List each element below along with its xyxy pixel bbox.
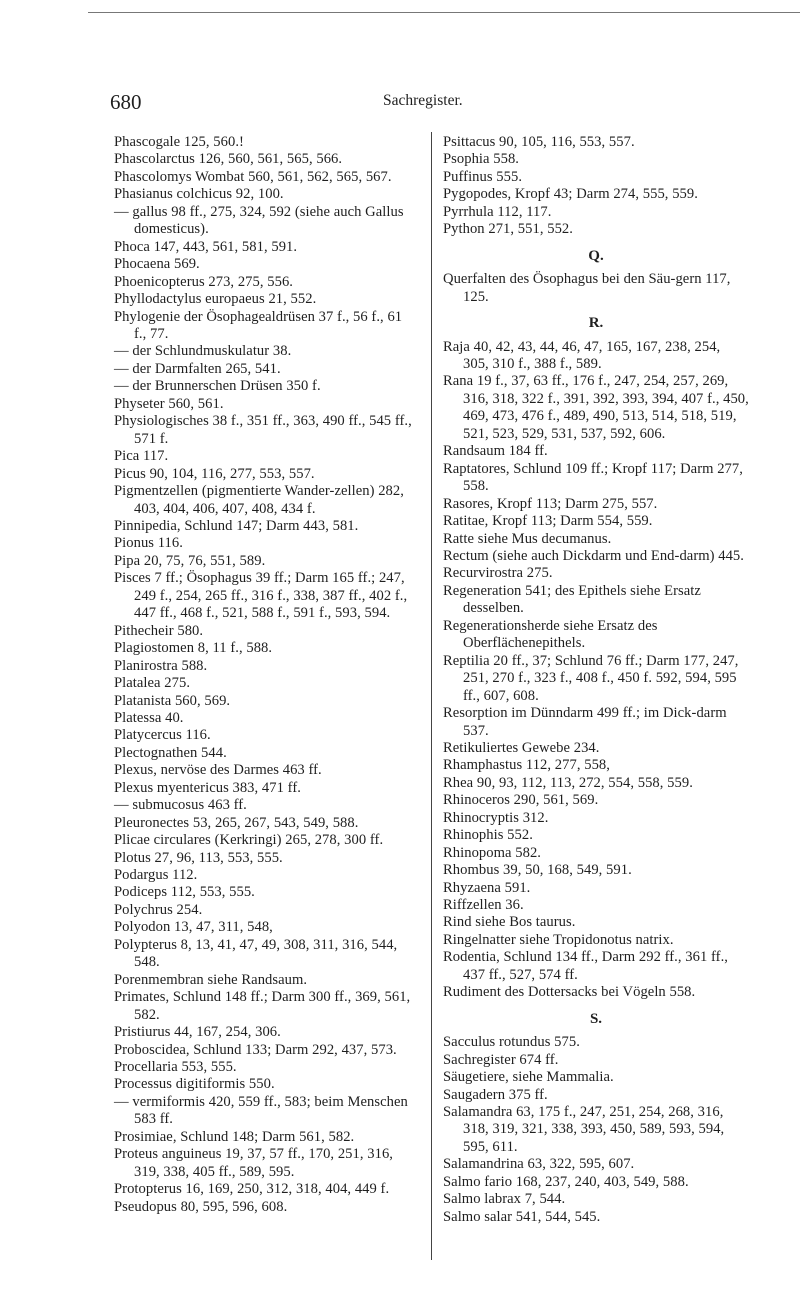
index-entry: Pristiurus 44, 167, 254, 306. bbox=[114, 1024, 281, 1041]
index-entry: Rhea 90, 93, 112, 113, 272, 554, 558, 559. bbox=[443, 774, 693, 791]
top-border-rule bbox=[88, 12, 800, 13]
index-entry: Phocaena 569. bbox=[114, 256, 200, 273]
index-entry: Pithecheir 580. bbox=[114, 622, 204, 639]
index-entry: Picus 90, 104, 116, 277, 553, 557. bbox=[114, 465, 315, 482]
index-column-left bbox=[114, 134, 418, 1216]
index-entry: Reptilia 20 ff., 37; Schlund 76 ff.; Darm 177, 247, 251, 270 f., 323 f., 408 f., 450 f. 592, 594, 595 ff., 607, 608. bbox=[443, 652, 739, 704]
index-entry: Porenmembran siehe Randsaum. bbox=[114, 971, 308, 988]
index-entry: Planirostra 588. bbox=[114, 657, 208, 674]
index-entry: Rasores, Kropf 113; Darm 275, 557. bbox=[443, 495, 658, 512]
index-entry: Regeneration 541; des Epithels siehe Ersatz desselben. bbox=[443, 582, 701, 617]
index-entry: Rhombus 39, 50, 168, 549, 591. bbox=[443, 862, 632, 879]
index-entry: Proboscidea, Schlund 133; Darm 292, 437, 573. bbox=[114, 1041, 397, 1058]
index-entry: Salmo fario 168, 237, 240, 403, 549, 588. bbox=[443, 1173, 689, 1190]
index-entry: Sacculus rotundus 575. bbox=[443, 1034, 580, 1051]
index-entry: Phylogenie der Ösophagealdrüsen 37 f., 56 f., 61 f., 77. bbox=[114, 308, 403, 342]
index-entry: Rudiment des Dottersacks bei Vögeln 558. bbox=[443, 984, 696, 1001]
index-entry: Pinnipedia, Schlund 147; Darm 443, 581. bbox=[114, 517, 359, 534]
index-entry: Proteus anguineus 19, 37, 57 ff., 170, 251, 316, 319, 338, 405 ff., 589, 595. bbox=[114, 1146, 393, 1180]
index-entry: Raja 40, 42, 43, 44, 46, 47, 165, 167, 238, 254, 305, 310 f., 388 f., 589. bbox=[443, 338, 721, 372]
section-letter-q: Q. bbox=[588, 247, 604, 264]
section-letter-s: S. bbox=[589, 1010, 603, 1027]
index-entry: Rhinocryptis 312. bbox=[443, 809, 549, 826]
index-entry: Rhinoceros 290, 561, 569. bbox=[443, 792, 599, 809]
index-entry: Ratitae, Kropf 113; Darm 554, 559. bbox=[443, 513, 653, 530]
index-entry: Plexus myentericus 383, 471 ff. bbox=[114, 779, 301, 796]
index-entry: Processus digitiformis 550. bbox=[114, 1076, 275, 1093]
index-entry: Python 271, 551, 552. bbox=[443, 221, 573, 238]
index-entry: Pyrrhula 112, 117. bbox=[443, 203, 552, 220]
page-header bbox=[110, 90, 690, 116]
index-entry: — vermiformis 420, 559 ff., 583; beim Menschen 583 ff. bbox=[114, 1093, 408, 1128]
section-letter-r: R. bbox=[588, 315, 604, 332]
section-r bbox=[443, 339, 749, 1002]
index-entry: Phascogale 125, 560.! bbox=[114, 134, 244, 150]
index-entry: Polychrus 254. bbox=[114, 901, 203, 918]
index-entry: Rhinophis 552. bbox=[443, 827, 533, 844]
index-entry: Säugetiere, siehe Mammalia. bbox=[443, 1069, 614, 1086]
index-entry: — der Schlundmuskulatur 38. bbox=[114, 343, 292, 360]
section-p-continued bbox=[443, 134, 749, 239]
index-entry: Physeter 560, 561. bbox=[114, 395, 224, 412]
index-entry: Riffzellen 36. bbox=[443, 897, 524, 914]
index-entry: Rhamphastus 112, 277, 558, bbox=[443, 757, 610, 774]
index-entry: Randsaum 184 ff. bbox=[443, 443, 548, 460]
running-title: Sachregister. bbox=[383, 92, 463, 109]
index-entry: Retikuliertes Gewebe 234. bbox=[443, 739, 600, 756]
index-entry: Pica 117. bbox=[114, 448, 169, 465]
index-entry: Plicae circulares (Kerkringi) 265, 278, 300 ff. bbox=[114, 832, 384, 849]
index-entry: Polypterus 8, 13, 41, 47, 49, 308, 311, 316, 544, 548. bbox=[114, 936, 398, 971]
index-entry: Rind siehe Bos taurus. bbox=[443, 914, 576, 931]
index-entry: Plagiostomen 8, 11 f., 588. bbox=[114, 640, 273, 657]
index-column-right bbox=[443, 134, 749, 1226]
index-entry: Pygopodes, Kropf 43; Darm 274, 555, 559. bbox=[443, 186, 698, 203]
index-entry: Plexus, nervöse des Darmes 463 ff. bbox=[114, 762, 322, 779]
index-entry: Physiologisches 38 f., 351 ff., 363, 490 ff., 545 ff., 571 f. bbox=[114, 413, 412, 447]
index-entry: Phoenicopterus 273, 275, 556. bbox=[114, 273, 293, 290]
index-entry: — submucosus 463 ff. bbox=[114, 797, 247, 814]
index-entry: Phascolomys Wombat 560, 561, 562, 565, 567. bbox=[114, 168, 392, 185]
index-entry: Salamandrina 63, 322, 595, 607. bbox=[443, 1156, 635, 1173]
index-entry: — der Brunnerschen Drüsen 350 f. bbox=[114, 378, 321, 395]
index-entry: Rana 19 f., 37, 63 ff., 176 f., 247, 254, 257, 269, 316, 318, 322 f., 391, 392, 393, 394, 407 f., 450, 469, 473, 476 f., 489, 490, 513, 514, 518, 519, 521, 523, 529, 531, 537, 592, 606. bbox=[443, 373, 749, 442]
index-entry: Querfalten des Ösophagus bei den Säu-gern 117, 125. bbox=[443, 271, 731, 305]
index-entry: Resorption im Dünndarm 499 ff.; im Dick-darm 537. bbox=[443, 705, 727, 739]
index-entry: Platalea 275. bbox=[114, 675, 191, 692]
index-entry: Phoca 147, 443, 561, 581, 591. bbox=[114, 238, 298, 255]
index-entry: Pipa 20, 75, 76, 551, 589. bbox=[114, 552, 266, 569]
index-entry: Regenerationsherde siehe Ersatz des Oberflächenepithels. bbox=[443, 617, 658, 652]
index-entry: Salmo salar 541, 544, 545. bbox=[443, 1208, 601, 1225]
index-entry: Recurvirostra 275. bbox=[443, 565, 553, 582]
index-entry: Procellaria 553, 555. bbox=[114, 1059, 237, 1076]
index-entry: Phascolarctus 126, 560, 561, 565, 566. bbox=[114, 151, 343, 168]
index-entry: Rhyzaena 591. bbox=[443, 879, 531, 896]
index-entry: Pigmentzellen (pigmentierte Wander-zellen) 282, 403, 404, 406, 407, 408, 434 f. bbox=[114, 483, 404, 517]
page-number: 680 bbox=[110, 90, 142, 114]
index-entry: — der Darmfalten 265, 541. bbox=[114, 360, 281, 377]
index-entry: Saugadern 375 ff. bbox=[443, 1086, 548, 1103]
index-entry: Psittacus 90, 105, 116, 553, 557. bbox=[443, 134, 635, 150]
index-entry: Platanista 560, 569. bbox=[114, 692, 231, 709]
index-entry: Plectognathen 544. bbox=[114, 744, 227, 761]
index-entry: Polyodon 13, 47, 311, 548, bbox=[114, 919, 273, 936]
index-entry: Primates, Schlund 148 ff.; Darm 300 ff., 369, 561, 582. bbox=[114, 989, 411, 1023]
index-entry: Raptatores, Schlund 109 ff.; Kropf 117; Darm 277, 558. bbox=[443, 460, 743, 495]
index-entry: Prosimiae, Schlund 148; Darm 561, 582. bbox=[114, 1128, 355, 1145]
index-entry: Phasianus colchicus 92, 100. bbox=[114, 186, 284, 203]
index-entry: Phyllodactylus europaeus 21, 552. bbox=[114, 291, 317, 308]
index-entry: Pisces 7 ff.; Ösophagus 39 ff.; Darm 165 ff.; 247, 249 f., 254, 265 ff., 316 f., 338, 387 ff., 402 f., 447 ff., 468 f., 521, 588 f., 591 f., 593, 594. bbox=[114, 570, 408, 622]
index-entry: Sachregister 674 ff. bbox=[443, 1051, 559, 1068]
index-entry: Pseudopus 80, 595, 596, 608. bbox=[114, 1198, 288, 1215]
index-entry: Ringelnatter siehe Tropidonotus natrix. bbox=[443, 931, 674, 948]
index-entry: Salmo labrax 7, 544. bbox=[443, 1191, 566, 1208]
index-entry: Rectum (siehe auch Dickdarm und End-darm) 445. bbox=[443, 547, 744, 564]
index-entry: Rodentia, Schlund 134 ff., Darm 292 ff., 361 ff., 437 ff., 527, 574 ff. bbox=[443, 949, 728, 983]
index-entry: Salamandra 63, 175 f., 247, 251, 254, 268, 316, 318, 319, 321, 338, 393, 450, 589, 593, 594, 595, 611. bbox=[443, 1104, 725, 1155]
index-entry: Plotus 27, 96, 113, 553, 555. bbox=[114, 849, 283, 866]
index-entry: Puffinus 555. bbox=[443, 168, 523, 185]
index-entry: Podiceps 112, 553, 555. bbox=[114, 884, 255, 901]
index-entry: — gallus 98 ff., 275, 324, 592 (siehe auch Gallus domesticus). bbox=[114, 203, 404, 238]
index-entry: Platycercus 116. bbox=[114, 727, 211, 744]
index-entry: Pleuronectes 53, 265, 267, 543, 549, 588. bbox=[114, 814, 359, 831]
index-entry: Platessa 40. bbox=[114, 709, 184, 726]
column-divider bbox=[431, 132, 432, 1260]
index-entry: Rhinopoma 582. bbox=[443, 844, 541, 861]
section-s bbox=[443, 1034, 749, 1226]
index-entry: Psophia 558. bbox=[443, 151, 520, 168]
section-q bbox=[443, 271, 749, 306]
index-entry: Protopterus 16, 169, 250, 312, 318, 404, 449 f. bbox=[114, 1181, 390, 1198]
index-entry: Ratte siehe Mus decumanus. bbox=[443, 530, 612, 547]
index-entry: Pionus 116. bbox=[114, 535, 183, 552]
index-entry: Podargus 112. bbox=[114, 867, 198, 884]
